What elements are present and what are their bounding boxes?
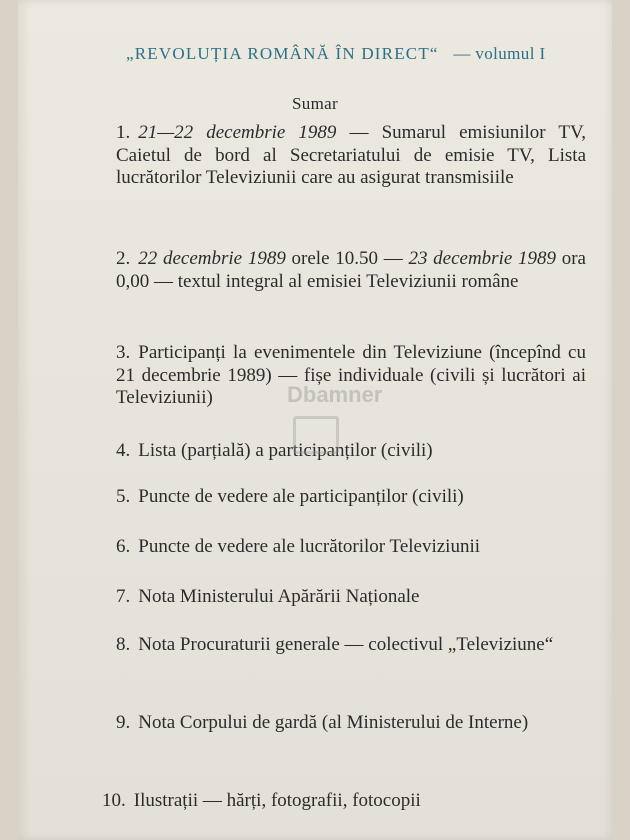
book-title: „REVOLUȚIA ROMÂNĂ ÎN DIRECT“ [126, 44, 439, 63]
toc-item-4: 4. Lista (parțială) a participanților (civili) [116, 440, 433, 461]
toc-item-1: 1. 21—22 decembrie 1989 — Sumarul emisiunilor TV, Caietul de bord al Secretariatului de emisie TV, Lista lucrătorilor Televiziunii care au asigurat transmisiile [116, 122, 586, 188]
toc-item-10: 10. Ilustrații — hărți, fotografii, fotocopii [102, 790, 421, 811]
toc-item-5: 5. Puncte de vedere ale participanților (civili) [116, 486, 464, 507]
toc-item-9: 9. Nota Corpului de gardă (al Ministerului de Interne) [116, 712, 529, 733]
toc-item-2: 2. 22 decembrie 1989 orele 10.50 — 23 decembrie 1989 ora 0,00 — textul integral al emisiei Televiziunii române [116, 248, 586, 292]
toc-item-6: 6. Puncte de vedere ale lucrătorilor Televiziunii [116, 536, 481, 557]
toc-item-8: 8. Nota Procuraturii generale — colectivul „Televiziune“ [116, 634, 554, 655]
watermark-logo [283, 376, 383, 456]
book-page [18, 0, 612, 840]
volume-label: — volumul I [453, 44, 546, 63]
watermark-text: Dbamner [287, 382, 383, 407]
running-header [126, 44, 582, 64]
summary-heading: Sumar [292, 94, 338, 113]
toc-item-3: 3. Participanți la evenimentele din Televiziune (începînd cu 21 decembrie 1989) — fișe individuale (civili și lucrători ai Televiziunii) [116, 342, 586, 408]
toc-item-7: 7. Nota Ministerului Apărării Naționale [116, 586, 420, 607]
book-icon [293, 416, 339, 454]
